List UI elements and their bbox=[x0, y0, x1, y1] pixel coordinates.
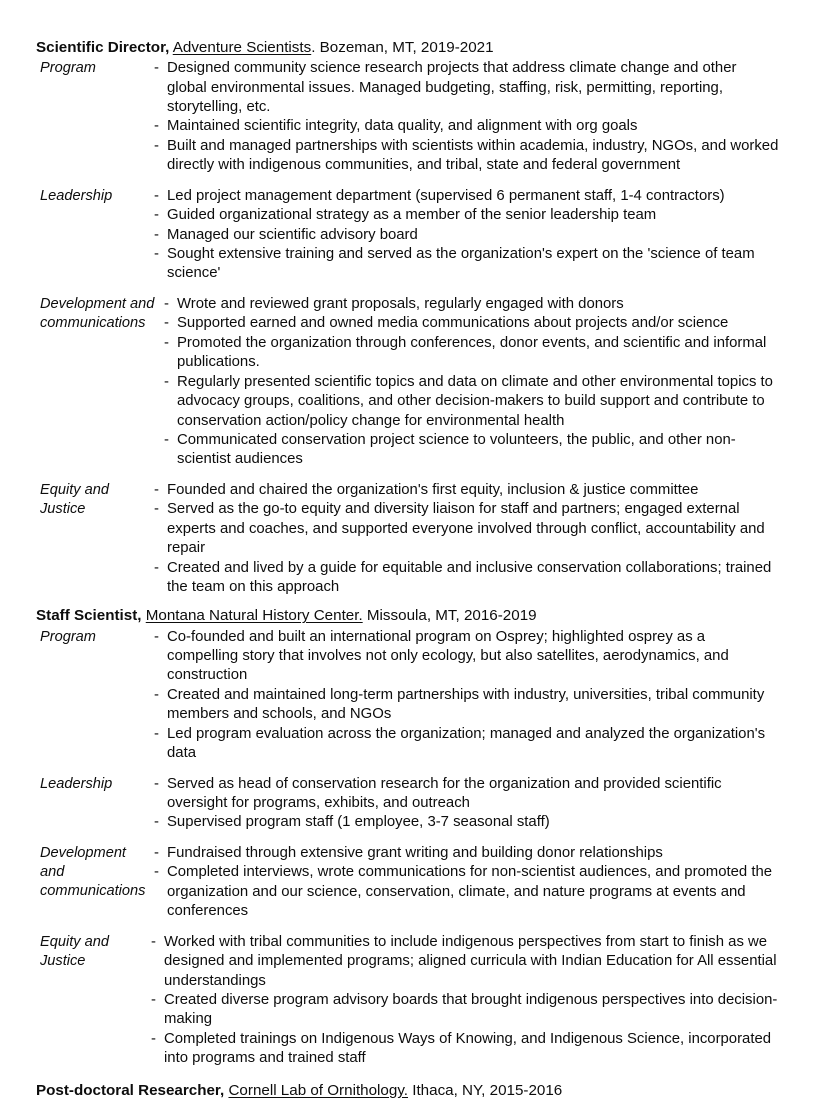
bullet-item bbox=[154, 226, 780, 245]
category-label: Equity and Justice bbox=[40, 933, 109, 969]
bullet-text: Led project management department (supervised 6 permanent staff, 1-4 contractors) bbox=[167, 187, 725, 204]
job-organization: Montana Natural History Center. bbox=[145, 607, 363, 625]
job-title: Post-doctoral Researcher, bbox=[36, 1081, 225, 1099]
category-label: Program bbox=[40, 628, 96, 645]
job-location-dates: Missoula, MT, 2016-2019 bbox=[362, 607, 537, 625]
bullet-item bbox=[164, 431, 780, 470]
category-bullet-list bbox=[154, 59, 780, 176]
category-label: Leadership bbox=[40, 187, 113, 204]
bullet-text: Managed our scientific advisory board bbox=[167, 226, 418, 243]
bullet-text: Worked with tribal communities to include indigenous perspectives from start to finish as we designed and implemented programs; aligned curricula with Indian Education for All essential understandings bbox=[164, 933, 777, 989]
bullet-text: Promoted the organization through conferences, donor events, and scientific and informal publications. bbox=[177, 334, 767, 371]
bullet-text: Communicated conservation project science to volunteers, the public, and other non-scientist audiences bbox=[177, 431, 736, 468]
bullet-dash-icon: - bbox=[164, 315, 169, 332]
bullet-dash-icon: - bbox=[154, 118, 159, 135]
bullet-dash-icon: - bbox=[154, 814, 159, 831]
bullet-item bbox=[154, 206, 780, 225]
bullet-item bbox=[151, 1030, 780, 1069]
bullet-item bbox=[154, 628, 780, 686]
job-title: Staff Scientist, bbox=[36, 607, 142, 625]
job-organization: Adventure Scientists bbox=[172, 39, 312, 56]
bullet-text: Fundraised through extensive grant writing and building donor relationships bbox=[167, 844, 663, 861]
bullet-dash-icon: - bbox=[154, 559, 159, 576]
bullet-dash-icon: - bbox=[154, 137, 159, 154]
bullet-text: Maintained scientific integrity, data quality, and alignment with org goals bbox=[167, 118, 638, 135]
bullet-dash-icon: - bbox=[151, 991, 156, 1008]
bullet-dash-icon: - bbox=[164, 373, 169, 390]
category-bullet-list bbox=[154, 844, 780, 922]
bullet-item bbox=[154, 863, 780, 921]
bullet-item bbox=[154, 813, 780, 832]
experience-category bbox=[36, 628, 780, 764]
bullet-item bbox=[154, 187, 780, 206]
bullet-text: Guided organizational strategy as a member of the senior leadership team bbox=[167, 207, 657, 224]
bullet-item bbox=[164, 295, 780, 314]
bullet-item bbox=[154, 137, 780, 176]
bullet-dash-icon: - bbox=[154, 628, 159, 645]
category-bullet-list bbox=[164, 295, 780, 470]
bullet-text: Served as head of conservation research for the organization and provided scientific oversight for programs, exhibits, and outreach bbox=[167, 775, 722, 811]
job-header-post-doctoral bbox=[36, 1081, 780, 1101]
experience-category bbox=[36, 775, 780, 833]
bullet-dash-icon: - bbox=[154, 226, 159, 243]
bullet-dash-icon: - bbox=[154, 481, 159, 498]
bullet-text: Supported earned and owned media communications about projects and/or science bbox=[177, 315, 729, 332]
category-label: Leadership bbox=[40, 775, 113, 792]
bullet-text: Completed interviews, wrote communications for non-scientist audiences, and promoted the organization and our science, conservation, climate, and nature programs at events and conferences bbox=[167, 864, 773, 920]
category-label: Development and communications bbox=[40, 844, 146, 899]
bullet-dash-icon: - bbox=[151, 1030, 156, 1047]
bullet-text: Served as the go-to equity and diversity liaison for staff and partners; engaged external experts and coaches, and supported everyone involved through conflict, accountability and repair bbox=[167, 501, 765, 557]
bullet-text: Created and lived by a guide for equitable and inclusive conservation collaborations; trained the team on this approach bbox=[167, 559, 772, 595]
bullet-dash-icon: - bbox=[164, 431, 169, 448]
category-bullet-list bbox=[154, 628, 780, 764]
experience-category bbox=[36, 187, 780, 284]
job-location-dates: . Bozeman, MT, 2019-2021 bbox=[311, 39, 494, 56]
job-block bbox=[36, 606, 780, 1068]
experience-section bbox=[36, 38, 780, 1069]
bullet-item bbox=[151, 933, 780, 991]
bullet-text: Built and managed partnerships with scientists within academia, industry, NGOs, and worked directly with indigenous communities, and tribal, state and federal government bbox=[167, 137, 779, 174]
bullet-dash-icon: - bbox=[151, 933, 156, 950]
bullet-item bbox=[154, 500, 780, 558]
bullet-dash-icon: - bbox=[154, 246, 159, 262]
bullet-dash-icon: - bbox=[154, 60, 159, 77]
experience-category bbox=[36, 481, 780, 598]
bullet-text: Created and maintained long-term partnerships with industry, universities, tribal community members and schools, and NGOs bbox=[167, 686, 765, 723]
bullet-item bbox=[154, 117, 780, 136]
bullet-dash-icon: - bbox=[154, 725, 159, 742]
bullet-item bbox=[164, 373, 780, 431]
bullet-text: Supervised program staff (1 employee, 3-7 seasonal staff) bbox=[167, 814, 550, 831]
bullet-item bbox=[154, 559, 780, 598]
experience-category bbox=[36, 295, 780, 470]
category-bullet-list bbox=[154, 775, 780, 833]
bullet-item bbox=[154, 59, 780, 117]
category-label: Equity and Justice bbox=[40, 481, 109, 517]
bullet-dash-icon: - bbox=[154, 686, 159, 703]
bullet-item bbox=[154, 481, 780, 500]
bullet-text: Regularly presented scientific topics and data on climate and other environmental topics to advocacy groups, coalitions, and other decision-makers to build support and contribute to conservation action/policy change for environmental health bbox=[177, 373, 773, 429]
job-title: Scientific Director, bbox=[36, 39, 170, 56]
category-label: Development and communications bbox=[40, 295, 155, 331]
bullet-dash-icon: - bbox=[164, 334, 169, 351]
bullet-dash-icon: - bbox=[154, 844, 159, 861]
experience-category bbox=[36, 933, 780, 1069]
bullet-item bbox=[154, 844, 780, 863]
bullet-text: Sought extensive training and served as the organization's expert on the 'science of team science' bbox=[167, 246, 755, 282]
bullet-item bbox=[164, 334, 780, 373]
bullet-dash-icon: - bbox=[154, 501, 159, 518]
bullet-dash-icon: - bbox=[164, 295, 169, 312]
bullet-text: Created diverse program advisory boards that brought indigenous perspectives into decision-making bbox=[164, 991, 778, 1028]
category-bullet-list bbox=[154, 187, 780, 284]
category-label: Program bbox=[40, 60, 96, 77]
job-location-dates: Ithaca, NY, 2015-2016 bbox=[408, 1081, 563, 1099]
bullet-dash-icon: - bbox=[154, 775, 159, 792]
experience-category bbox=[36, 59, 780, 176]
bullet-item bbox=[154, 245, 780, 284]
bullet-dash-icon: - bbox=[154, 864, 159, 881]
bullet-text: Co-founded and built an international program on Osprey; highlighted osprey as a compelling story that involves not only ecology, but also satellites, aerodynamics, and construction bbox=[167, 628, 729, 684]
bullet-item bbox=[154, 725, 780, 764]
job-block bbox=[36, 38, 780, 597]
bullet-item bbox=[154, 686, 780, 725]
bullet-text: Founded and chaired the organization's first equity, inclusion & justice committee bbox=[167, 481, 699, 498]
bullet-item bbox=[154, 775, 780, 814]
bullet-dash-icon: - bbox=[154, 187, 159, 204]
experience-category bbox=[36, 844, 780, 922]
job-header bbox=[36, 606, 780, 626]
bullet-text: Wrote and reviewed grant proposals, regularly engaged with donors bbox=[177, 295, 624, 312]
category-bullet-list bbox=[154, 481, 780, 598]
bullet-item bbox=[164, 314, 780, 333]
job-header bbox=[36, 38, 780, 58]
bullet-text: Completed trainings on Indigenous Ways of Knowing, and Indigenous Science, incorporated into programs and trained staff bbox=[164, 1030, 772, 1067]
bullet-text: Led program evaluation across the organization; managed and analyzed the organization's data bbox=[167, 725, 766, 762]
bullet-text: Designed community science research projects that address climate change and other global environmental issues. Managed budgeting, staffing, risk, permitting, reporting, storytelling, etc. bbox=[167, 60, 737, 115]
job-organization: Cornell Lab of Ornithology. bbox=[228, 1081, 409, 1099]
bullet-dash-icon: - bbox=[154, 207, 159, 224]
bullet-item bbox=[151, 991, 780, 1030]
category-bullet-list bbox=[151, 933, 780, 1069]
